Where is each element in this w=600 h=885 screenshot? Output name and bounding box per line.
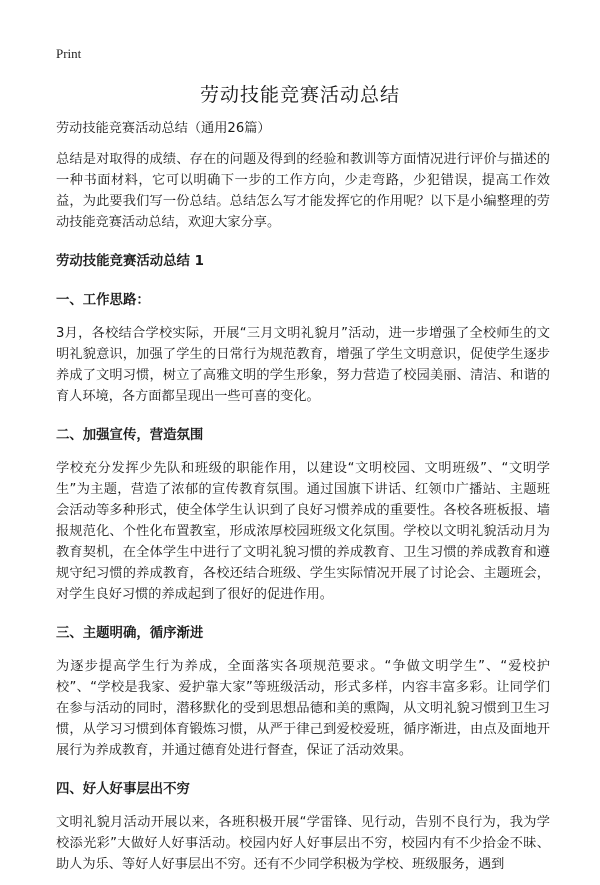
article-heading: 劳动技能竞赛活动总结 1: [56, 254, 204, 269]
section-paragraph: 3月，各校结合学校实际，开展“三月文明礼貌月”活动，进一步增强了全校师生的文明礼貌意识，加强了学生的日常行为规范教育，增强了学生文明意识，促使学生逐步养成了文明习惯，树立了高雅文明的学生形象，努力营造了校园美丽、清洁、和谐的育人环境，各方面都呈现出一些可喜的变化。: [56, 326, 550, 404]
print-label[interactable]: Print: [56, 46, 82, 61]
document-title: 劳动技能竞赛活动总结: [199, 84, 400, 106]
section-heading: 一、工作思路：: [56, 293, 150, 308]
section-heading: 二、加强宣传，营造氛围: [56, 428, 204, 443]
document-body: [56, 118, 550, 885]
section-heading: 三、主题明确，循序渐进: [56, 626, 204, 641]
document-subtitle: 劳动技能竞赛活动总结（通用26篇）: [56, 121, 271, 136]
section-heading: 四、好人好事层出不穷: [56, 782, 190, 797]
section-paragraph: 为逐步提高学生行为养成，全面落实各项规范要求。“争做文明学生”、“爱校护校”、“学校是我家、爱护靠大家”等班级活动，形式多样，内容丰富多彩。让同学们在参与活动的同时，潜移默化的受到思想品德和美的熏陶，从文明礼貌习惯到卫生习惯，从学习习惯到体育锻炼习惯，从严于律己到爱校爱班，循序渐进，由点及面地开展行为养成教育，并通过德育处进行督查，保证了活动效果。: [56, 659, 550, 758]
section-paragraph: 学校充分发挥少先队和班级的职能作用，以建设“文明校园、文明班级”、“文明学生”为主题，营造了浓郁的宣传教育氛围。通过国旗下讲话、红领巾广播站、主题班会活动等多种形式，使全体学生认识到了良好习惯养成的重要性。各校各班板报、墙报规范化、个性化布置教室，形成浓厚校园班级文化氛围。学校以文明礼貌活动月为教育契机，在全体学生中进行了文明礼貌习惯的养成教育、卫生习惯的养成教育和遵规守纪习惯的养成教育，各校还结合班级、学生实际情况开展了讨论会、主题班会，对学生良好习惯的养成起到了很好的促进作用。: [56, 461, 550, 602]
section-paragraph: 文明礼貌月活动开展以来，各班积极开展“学雷锋、见行动，告别不良行为，我为学校添光彩”大做好人好事活动。校园内好人好事层出不穷，校园内有不少拾金不昧、助人为乐、等好人好事层出不穷。还有不少同学积极为学校、班级服务，遇到: [56, 815, 550, 872]
intro-paragraph: 总结是对取得的成绩、存在的问题及得到的经验和教训等方面情况进行评价与描述的一种书面材料，它可以明确下一步的工作方向，少走弯路，少犯错误，提高工作效益，为此要我们写一份总结。总结怎么写才能发挥它的作用呢？以下是小编整理的劳动技能竞赛活动总结，欢迎大家分享。: [56, 152, 550, 230]
